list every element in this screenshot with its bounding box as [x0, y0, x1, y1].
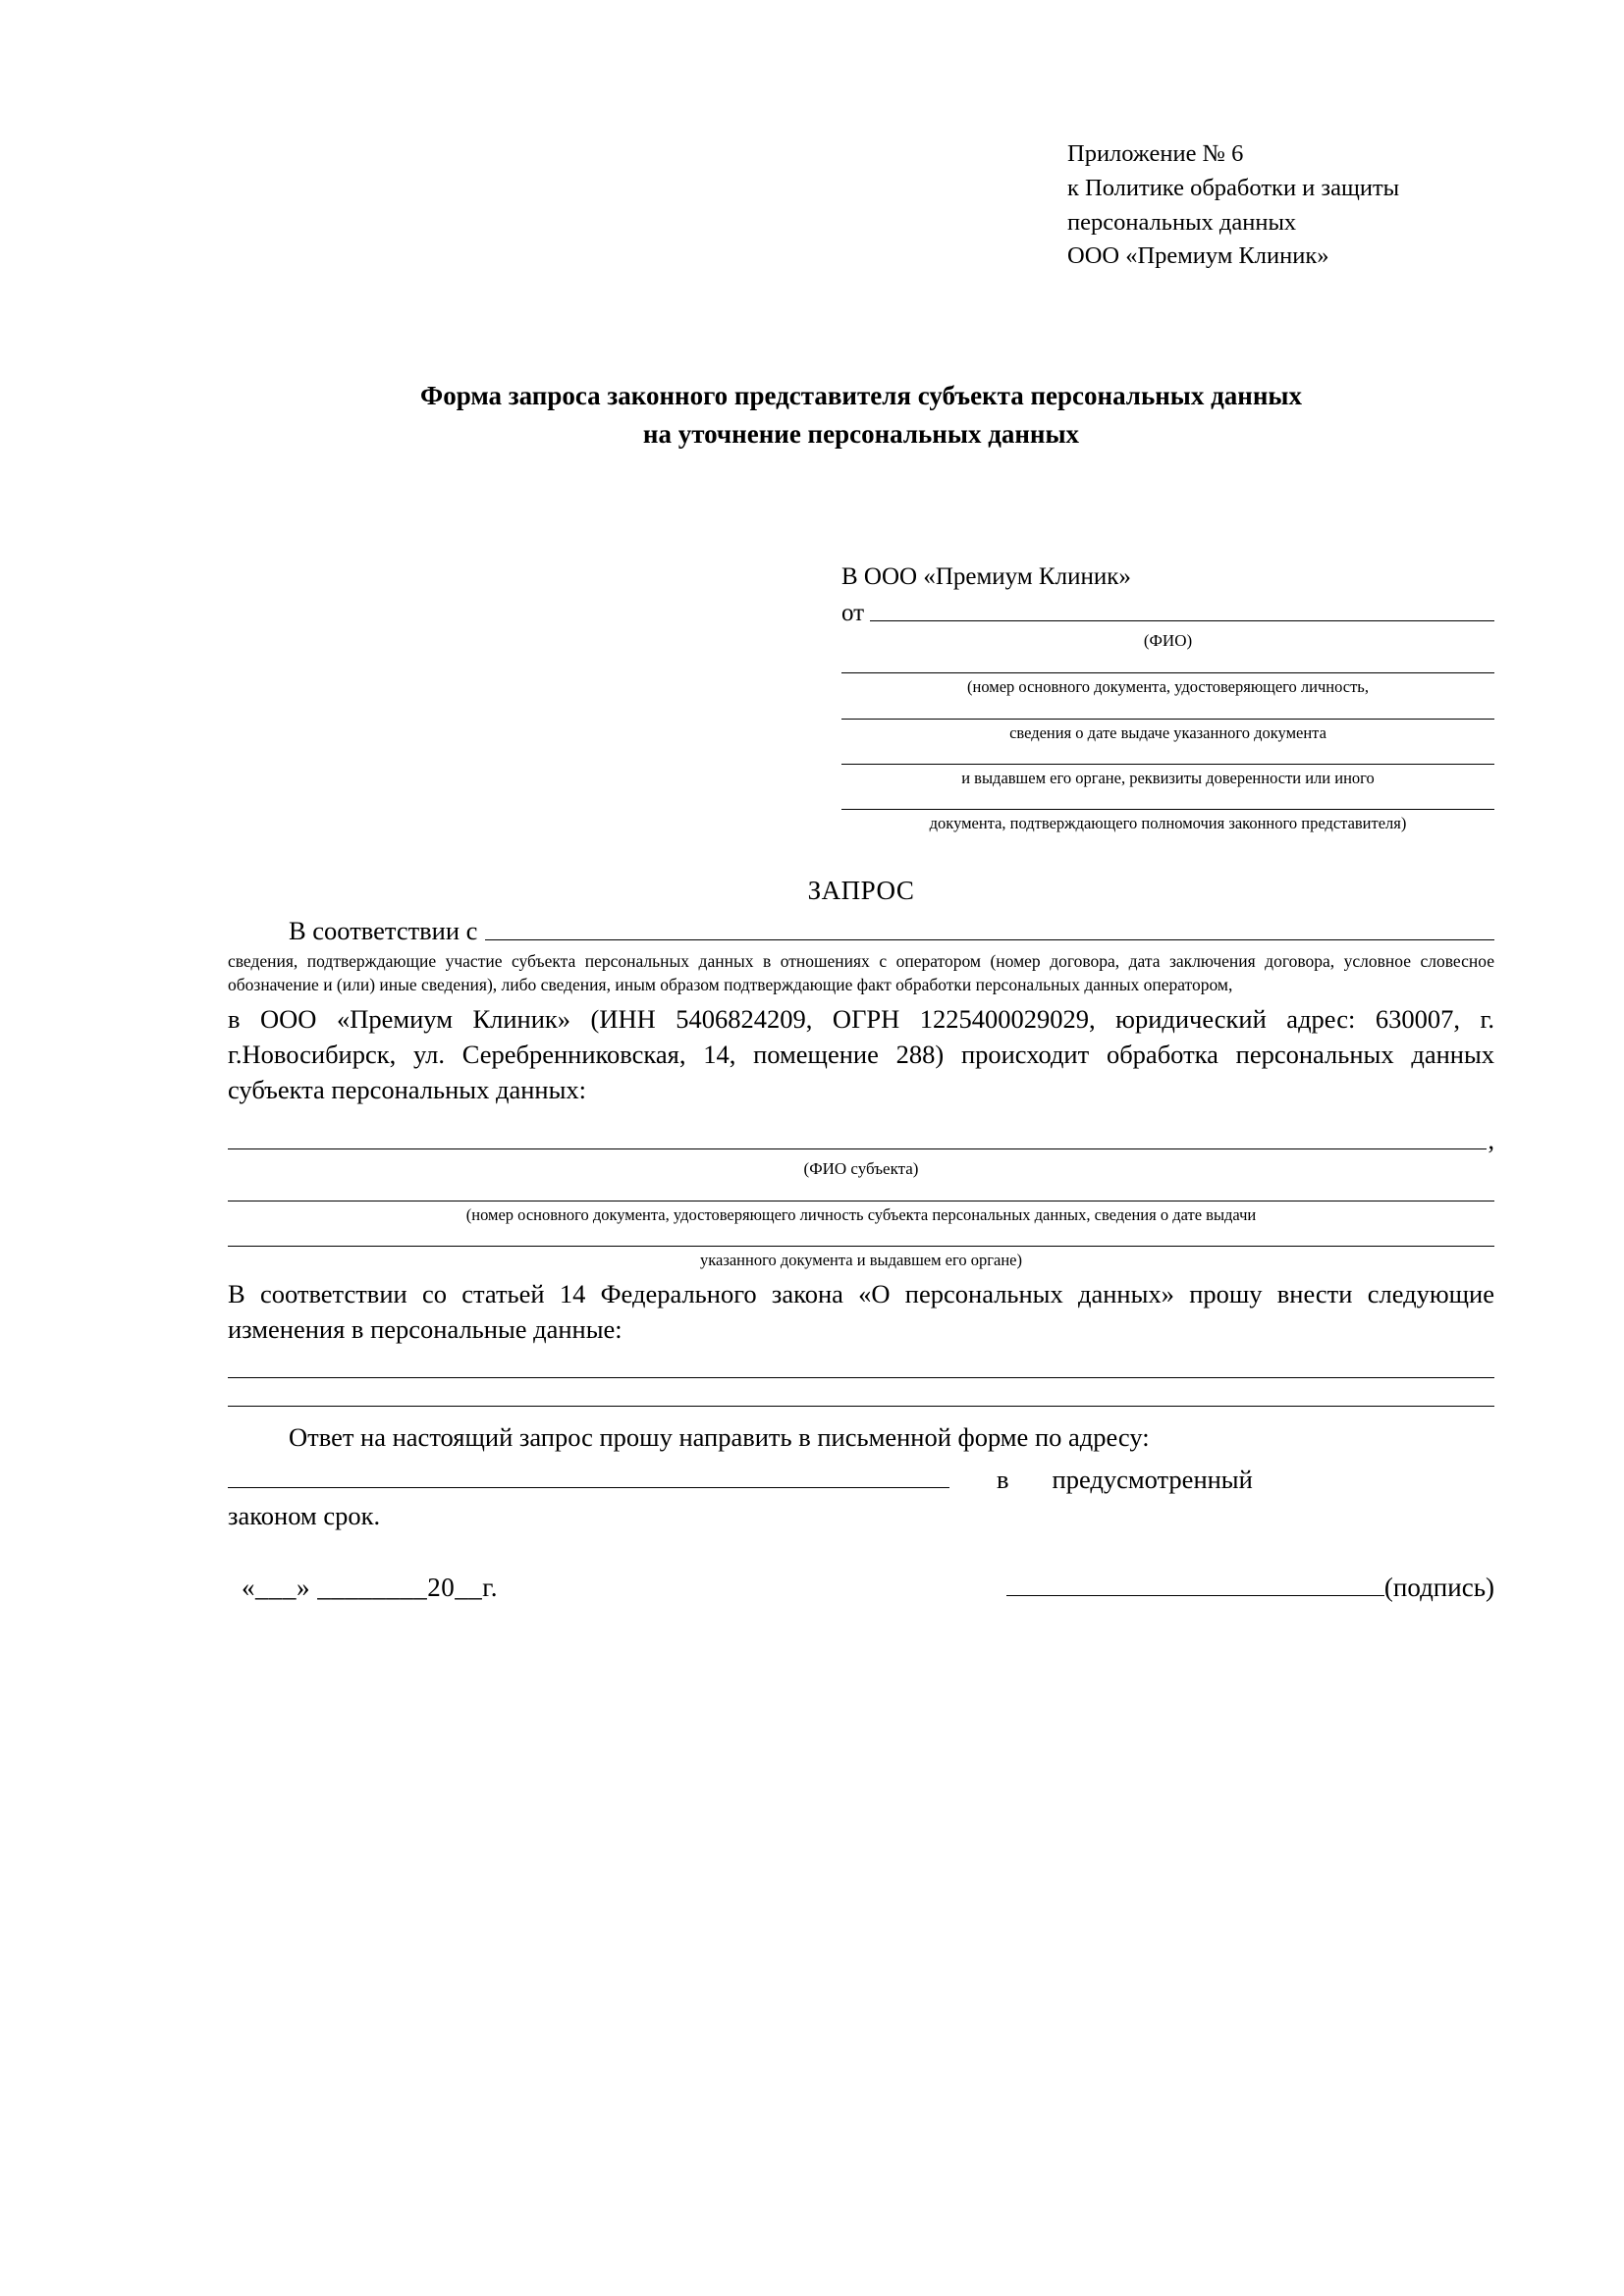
- addressee-authority-slot: [841, 809, 1494, 834]
- addressee-doc-number-input-line[interactable]: [841, 672, 1494, 673]
- addressee-doc-number-slot: [841, 672, 1494, 698]
- header-policy-line-1: к Политике обработки и защиты: [1067, 174, 1400, 201]
- addressee-issue-date-slot: [841, 719, 1494, 744]
- addressee-from-row: [841, 600, 1494, 627]
- subject-fio-input-line[interactable]: [228, 1148, 1487, 1149]
- subject-fio-comma: ,: [1488, 1125, 1494, 1154]
- request-intro-row: [228, 916, 1494, 946]
- request-fineprint: сведения, подтверждающие участие субъекта персональных данных в отношениях с оператором (номер договора, дата заключения договора, условное словесное обозначение и (или) иные сведения), либо сведения, иным образом подтверждающие факт обработки персональных данных оператором,: [228, 951, 1494, 994]
- signature-date-field[interactable]: «___» ________20__г.: [242, 1573, 499, 1603]
- answer-word-provided: предусмотренный: [1052, 1465, 1253, 1495]
- signature-input-line[interactable]: [1006, 1595, 1384, 1596]
- addressee-authority-input-line[interactable]: [841, 809, 1494, 810]
- answer-paragraph: Ответ на настоящий запрос прошу направить в письменной форме по адресу:: [289, 1421, 1150, 1452]
- caption-subject-doc: (номер основного документа, удостоверяющего личность субъекта персональных данных, сведения о дате выдачи: [465, 1204, 1257, 1224]
- caption-subject-fio: (ФИО субъекта): [803, 1158, 919, 1178]
- request-organization-paragraph: в ООО «Премиум Клиник» (ИНН 5406824209, ОГРН 1225400029029, юридический адрес: 630007, г. г.Новосибирск, ул. Серебренниковская, 14, помещение 288) происходит обработка персональных данных субъекта персональных данных:: [228, 1004, 1494, 1104]
- signature-caption: (подпись): [1383, 1573, 1494, 1603]
- law-reference-paragraph: В соответствии со статьей 14 Федерального закона «О персональных данных» прошу внести следующие изменения в персональные данные:: [228, 1279, 1494, 1344]
- changes-slot-1: [228, 1377, 1494, 1378]
- caption-fio: (ФИО): [1143, 631, 1193, 651]
- answer-word-in: в: [997, 1465, 1009, 1495]
- subject-doc-slot-2: [228, 1246, 1494, 1271]
- document-content: [228, 137, 1494, 1603]
- answer-address-row: [228, 1465, 1494, 1495]
- caption-subject-doc-2: указанного документа и выдавшем его органе): [700, 1250, 1022, 1269]
- addressee-from-input-line[interactable]: [870, 620, 1494, 621]
- addressee-from-label: от: [841, 600, 865, 627]
- caption-issue-date: сведения о дате выдаче указанного документа: [1009, 722, 1326, 742]
- addressee-issuer-slot: [841, 764, 1494, 789]
- subject-fio-row: [228, 1126, 1494, 1155]
- signature-row: [228, 1573, 1494, 1603]
- changes-input-line-1[interactable]: [228, 1377, 1494, 1378]
- subject-doc-slot: [228, 1201, 1494, 1226]
- page-title: [228, 377, 1494, 454]
- page-title-line-2: на уточнение персональных данных: [642, 419, 1080, 450]
- changes-input-line-2[interactable]: [228, 1406, 1494, 1407]
- addressee-issuer-input-line[interactable]: [841, 764, 1494, 765]
- answer-tail: законом срок.: [228, 1501, 381, 1531]
- answer-address-input-line[interactable]: [228, 1487, 949, 1488]
- request-intro-input-line[interactable]: [485, 939, 1494, 940]
- header-policy-line-2: персональных данных: [1067, 208, 1297, 236]
- document-header-block: [1067, 137, 1494, 274]
- request-heading: ЗАПРОС: [807, 876, 915, 906]
- request-intro-label: В соответствии с: [289, 916, 478, 946]
- caption-authority: документа, подтверждающего полномочия законного представителя): [929, 814, 1407, 833]
- subject-doc-input-line-2[interactable]: [228, 1246, 1494, 1247]
- header-appendix-number: Приложение № 6: [1067, 140, 1244, 167]
- addressee-issue-date-input-line[interactable]: [841, 719, 1494, 720]
- caption-issuer: и выдавшем его органе, реквизиты доверенности или иного: [961, 768, 1375, 787]
- header-organization: ООО «Премиум Клиник»: [1067, 242, 1329, 270]
- caption-doc-number: (номер основного документа, удостоверяющего личность,: [967, 677, 1369, 697]
- changes-slot-2: [228, 1406, 1494, 1407]
- addressee-organization: В ООО «Премиум Клиник»: [841, 563, 1131, 591]
- addressee-block: [841, 563, 1494, 834]
- page-title-line-1: Форма запроса законного представителя субъекта персональных данных: [420, 381, 1302, 411]
